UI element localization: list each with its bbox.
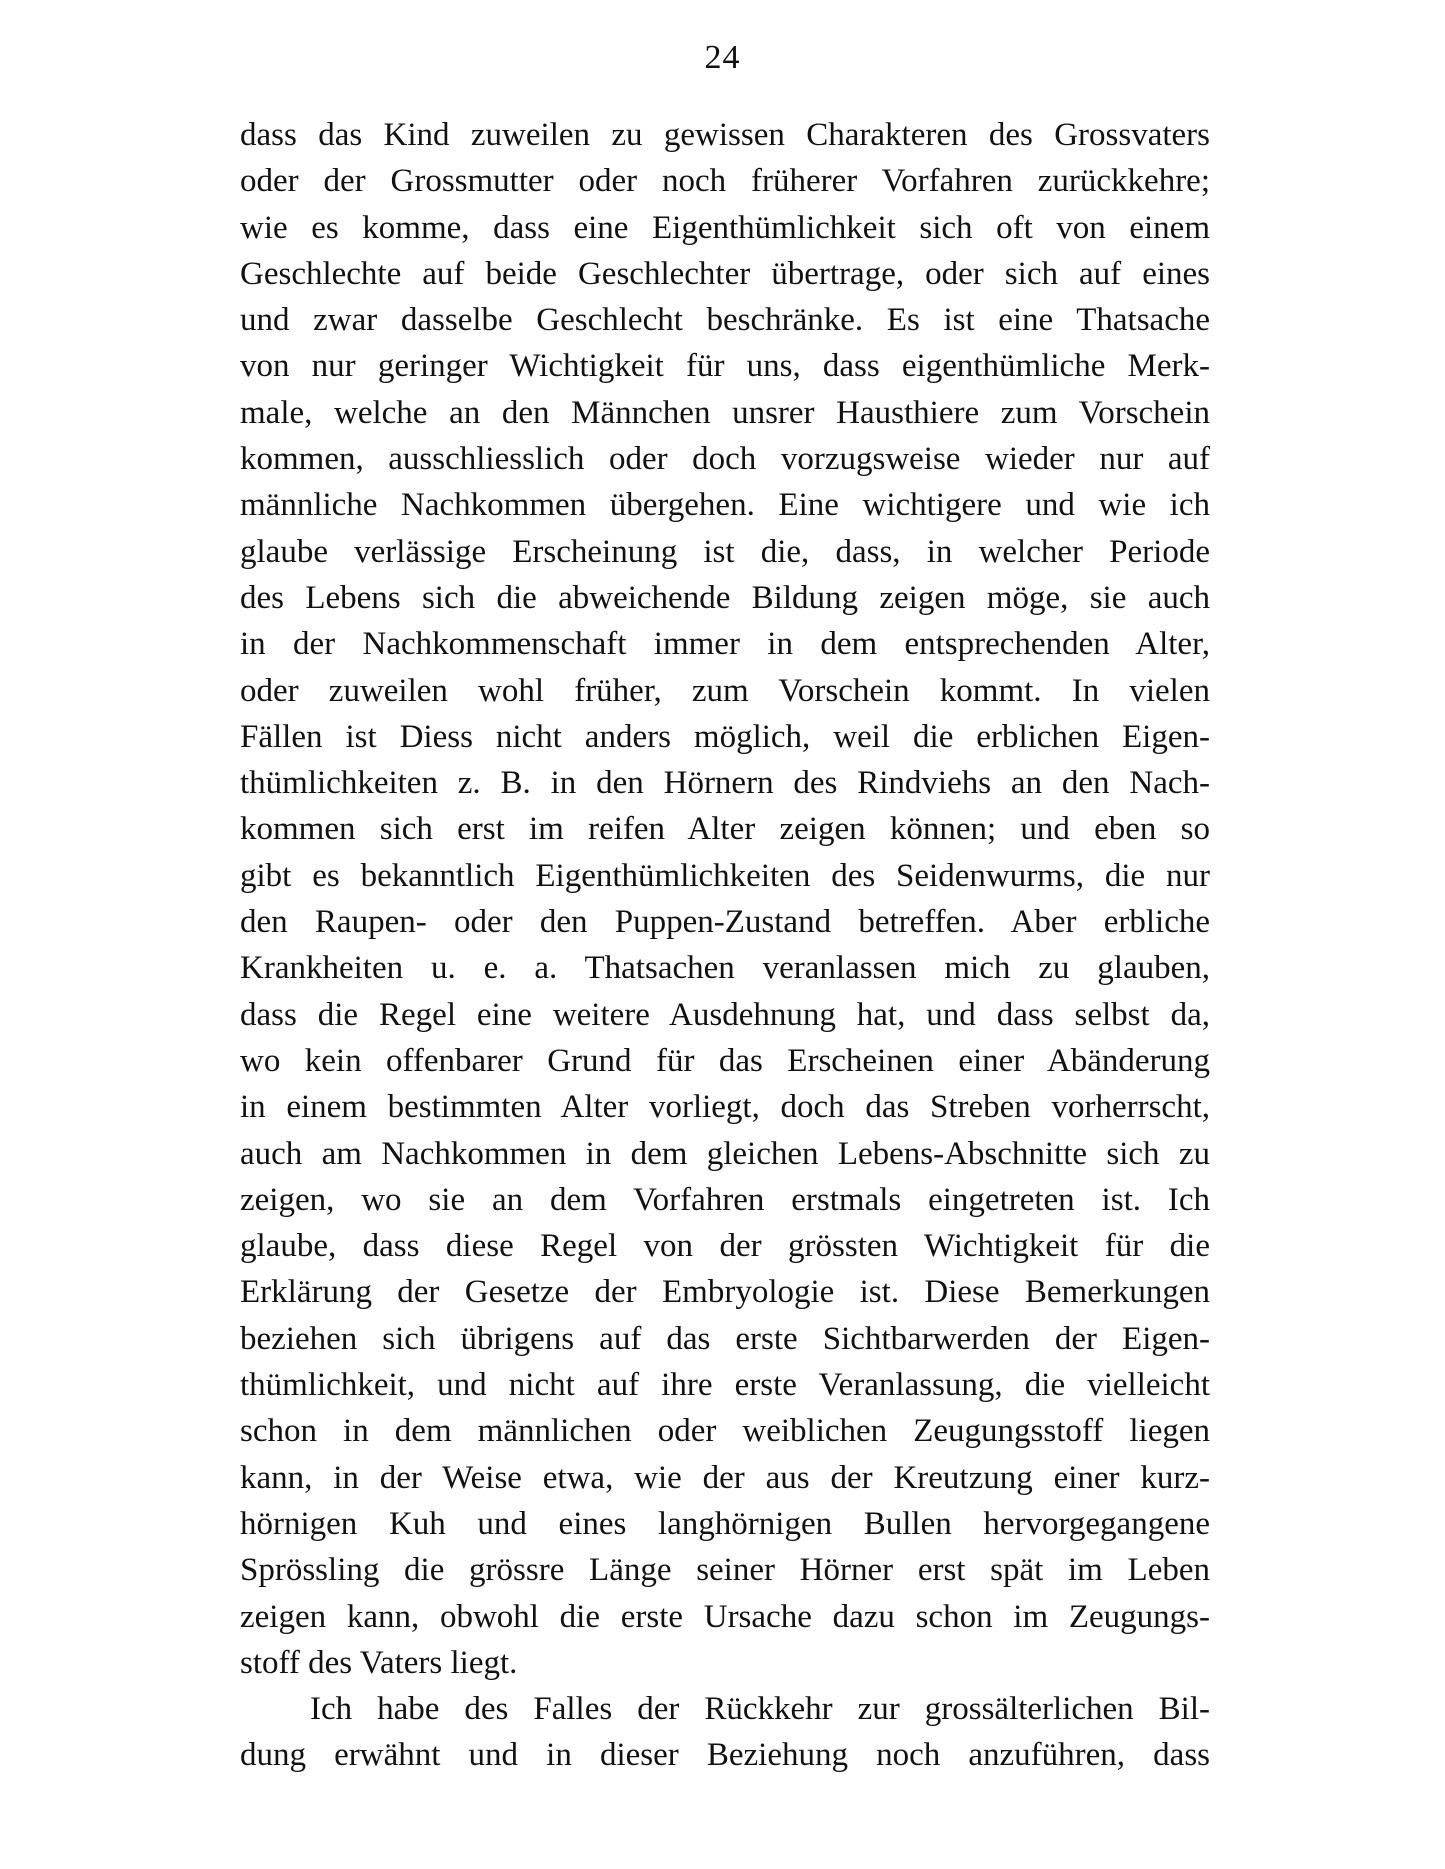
text-line: gibt es bekanntlich Eigenthümlichkeiten des Seidenwurms, die nur — [240, 857, 1210, 894]
text-line: kann, in der Weise etwa, wie der aus der Kreutzung einer kurz- — [240, 1459, 1210, 1496]
text-line: glaube, dass diese Regel von der grössten Wichtigkeit für die — [240, 1228, 1210, 1265]
text-line: kommen, ausschliesslich oder doch vorzugsweise wieder nur auf — [240, 441, 1210, 478]
text-line: Erklärung der Gesetze der Embryologie ist. Diese Bemerkungen — [240, 1274, 1210, 1311]
text-line: oder zuweilen wohl früher, zum Vorschein kommt. In vielen — [240, 672, 1210, 709]
text-line: Krankheiten u. e. a. Thatsachen veranlassen mich zu glauben, — [240, 950, 1210, 987]
text-line: glaube verlässige Erscheinung ist die, dass, in welcher Periode — [240, 533, 1210, 570]
text-line: thümlichkeiten z. B. in den Hörnern des Rindviehs an den Nach- — [240, 765, 1210, 802]
text-line: Fällen ist Diess nicht anders möglich, weil die erblichen Eigen- — [240, 718, 1210, 755]
text-line: zeigen kann, obwohl die erste Ursache dazu schon im Zeugungs- — [240, 1598, 1210, 1635]
text-line: wie es komme, dass eine Eigenthümlichkeit sich oft von einem — [240, 209, 1210, 246]
page-number: 24 — [704, 39, 741, 76]
text-line: male, welche an den Männchen unsrer Hausthiere zum Vorschein — [240, 394, 1210, 431]
text-line: den Raupen- oder den Puppen-Zustand betreffen. Aber erbliche — [240, 904, 1210, 941]
text-line: in einem bestimmten Alter vorliegt, doch das Streben vorherrscht, — [240, 1089, 1210, 1126]
text-line: männliche Nachkommen übergehen. Eine wichtigere und wie ich — [240, 487, 1210, 524]
text-line: dass die Regel eine weitere Ausdehnung hat, und dass selbst da, — [240, 996, 1210, 1033]
text-line: schon in dem männlichen oder weiblichen Zeugungsstoff liegen — [240, 1413, 1210, 1450]
text-line: wo kein offenbarer Grund für das Erscheinen einer Abänderung — [240, 1042, 1210, 1079]
paragraph-start-line: Ich habe des Falles der Rückkehr zur grossälterlichen Bil- — [310, 1691, 1210, 1728]
text-line: beziehen sich übrigens auf das erste Sichtbarwerden der Eigen- — [240, 1320, 1210, 1357]
text-line: dung erwähnt und in dieser Beziehung noch anzuführen, dass — [240, 1737, 1210, 1774]
text-line: Sprössling die grössre Länge seiner Hörner erst spät im Leben — [240, 1552, 1210, 1589]
body-text — [240, 112, 1210, 1779]
text-line: auch am Nachkommen in dem gleichen Lebens-Abschnitte sich zu — [240, 1135, 1210, 1172]
text-line: kommen sich erst im reifen Alter zeigen können; und eben so — [240, 811, 1210, 848]
text-line: thümlichkeit, und nicht auf ihre erste Veranlassung, die vielleicht — [240, 1367, 1210, 1404]
text-line: in der Nachkommenschaft immer in dem entsprechenden Alter, — [240, 626, 1210, 663]
text-line: hörnigen Kuh und eines langhörnigen Bullen hervorgegangene — [240, 1505, 1210, 1542]
text-line: dass das Kind zuweilen zu gewissen Charakteren des Grossvaters — [240, 117, 1210, 153]
text-line: Geschlechte auf beide Geschlechter übertrage, oder sich auf eines — [240, 255, 1210, 292]
text-line: zeigen, wo sie an dem Vorfahren erstmals eingetreten ist. Ich — [240, 1181, 1210, 1218]
paragraph-end-line: stoff des Vaters liegt. — [240, 1644, 518, 1681]
text-line: des Lebens sich die abweichende Bildung zeigen möge, sie auch — [240, 579, 1210, 616]
text-line: von nur geringer Wichtigkeit für uns, dass eigenthümliche Merk- — [240, 348, 1210, 385]
text-line: und zwar dasselbe Geschlecht beschränke. Es ist eine Thatsache — [240, 302, 1210, 339]
text-line: oder der Grossmutter oder noch früherer Vorfahren zurückkehre; — [240, 163, 1210, 200]
